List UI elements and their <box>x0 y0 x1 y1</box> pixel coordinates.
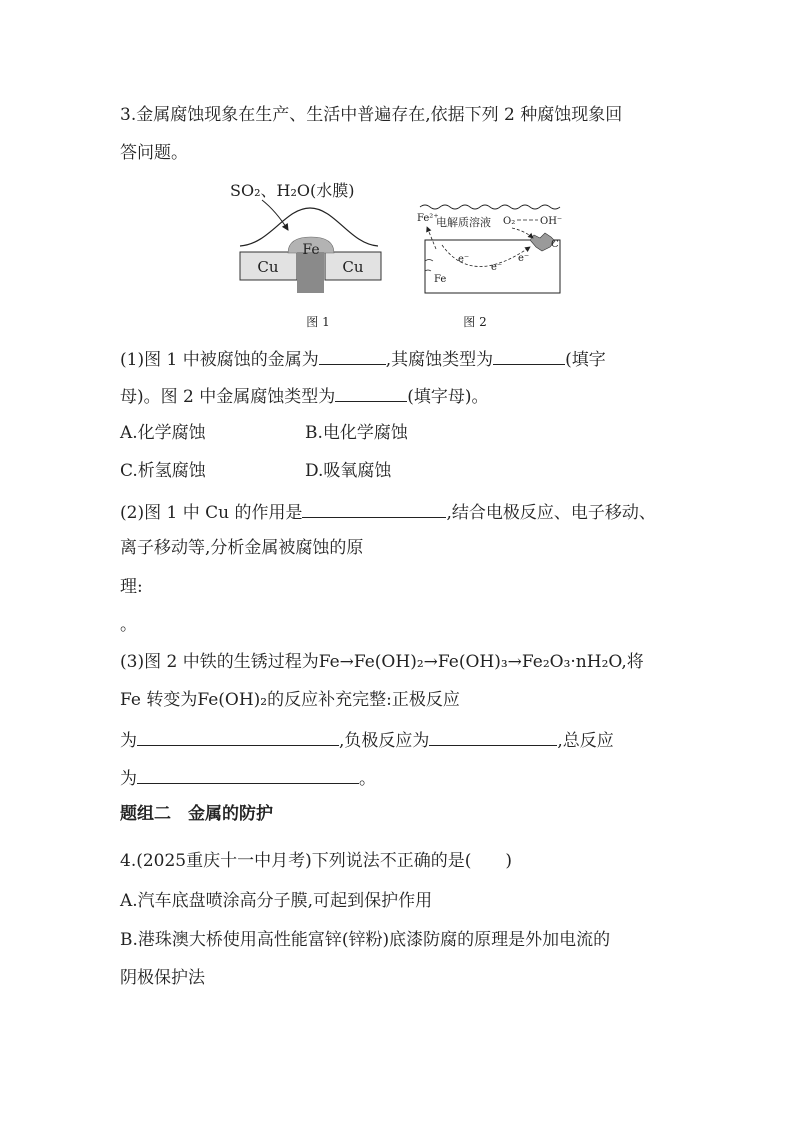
figure-2-electron-label: e⁻ <box>491 262 503 273</box>
figure-2-solution-surface <box>420 205 560 209</box>
q3-part3-text: 。 <box>359 769 376 789</box>
figure-1-cu-right-label: Cu <box>342 258 364 276</box>
q3-part3-text: 为 <box>120 769 137 789</box>
figure-2 <box>417 205 562 329</box>
q4-option-b-line-2: 阴极保护法 <box>120 968 205 988</box>
q3-part2-line-4: 。 <box>120 615 137 635</box>
section-heading: 题组二 金属的防护 <box>120 804 273 824</box>
figure-1 <box>230 181 381 329</box>
q3-stem-line-2: 答问题。 <box>120 143 188 163</box>
figure-2-electron-label: e⁻ <box>458 254 470 265</box>
figure-1-cu-left-label: Cu <box>257 258 279 276</box>
q3-stem-line-1: 3.金属腐蚀现象在生产、生活中普遍存在,依据下列 2 种腐蚀现象回 <box>120 105 623 125</box>
q3-part1-text: 母)。图 2 中金属腐蚀类型为 <box>120 387 336 407</box>
figure-2-carbon-label: C <box>551 239 559 250</box>
answer-blank <box>493 347 565 365</box>
q3-part2-text: (2)图 1 中 Cu 的作用是 <box>120 503 303 523</box>
corrosion-figures <box>220 175 580 335</box>
figure-2-electrolyte-label: 电解质溶液 <box>436 216 491 229</box>
figure-2-electron-arrow <box>442 245 530 267</box>
answer-blank <box>137 766 359 784</box>
q4-stem: 4.(2025重庆十一中月考)下列说法不正确的是( ) <box>120 851 513 871</box>
option-c: C.析氢腐蚀 <box>120 461 206 481</box>
figure-1-fe-label: Fe <box>302 242 320 258</box>
q3-part3-line-3 <box>120 728 614 751</box>
option-b: B.电化学腐蚀 <box>305 423 408 443</box>
q3-part1-line-1 <box>120 347 606 370</box>
q4-option-a: A.汽车底盘喷涂高分子膜,可起到保护作用 <box>120 891 433 911</box>
q3-part3-text: ,负极反应为 <box>339 731 430 751</box>
answer-blank <box>429 728 557 746</box>
figure-1-fe-stem <box>297 252 324 293</box>
figure-1-pointer-arrow <box>262 200 288 230</box>
q3-part1-text: (填字 <box>565 350 606 370</box>
figure-2-o2-label: O₂ <box>503 216 516 227</box>
figure-2-fe-label: Fe <box>434 274 447 285</box>
q3-part3-line-1: (3)图 2 中铁的生锈过程为Fe→Fe(OH)₂→Fe(OH)₃→Fe₂O₃·nH₂O,将 <box>120 652 644 672</box>
option-a: A.化学腐蚀 <box>120 423 206 443</box>
q3-part2-line-2: 离子移动等,分析金属被腐蚀的原 <box>120 538 364 558</box>
figure-2-oxygen-arrow <box>512 228 533 238</box>
figure-2-caption: 图 2 <box>463 315 487 329</box>
q3-part3-text: 为 <box>120 731 137 751</box>
q3-part1-text: (1)图 1 中被腐蚀的金属为 <box>120 350 319 370</box>
q3-part2-line-1 <box>120 500 656 523</box>
q3-part3-text: ,总反应 <box>557 731 614 751</box>
answer-blank <box>319 347 386 365</box>
q3-part2-text: ,结合电极反应、电子移动、 <box>446 503 656 523</box>
figure-2-fe-ion-label: Fe²⁺ <box>417 213 439 224</box>
answer-blank <box>137 728 339 746</box>
q4-option-b-line-1: B.港珠澳大桥使用高性能富锌(锌粉)底漆防腐的原理是外加电流的 <box>120 930 611 950</box>
answer-blank <box>302 500 446 518</box>
figure-2-crack-marks <box>425 260 433 272</box>
figure-1-caption: 图 1 <box>306 315 330 329</box>
q3-part1-text: ,其腐蚀类型为 <box>385 350 494 370</box>
q3-part1-text: (填字母)。 <box>407 387 489 407</box>
figure-2-ion-arrow <box>427 227 436 249</box>
q3-part3-line-2: Fe 转变为Fe(OH)₂的反应补充完整:正极反应 <box>120 690 460 710</box>
answer-blank <box>335 384 407 402</box>
figure-2-oh-label: OH⁻ <box>540 216 563 227</box>
figure-1-water-film-label: SO₂、H₂O(水膜) <box>230 181 355 200</box>
figure-2-electron-label: e⁻ <box>518 253 530 264</box>
q3-part3-line-4 <box>120 766 376 789</box>
option-d: D.吸氧腐蚀 <box>305 461 392 481</box>
q3-part2-line-3: 理: <box>120 577 143 597</box>
q3-part1-line-2 <box>120 384 489 407</box>
